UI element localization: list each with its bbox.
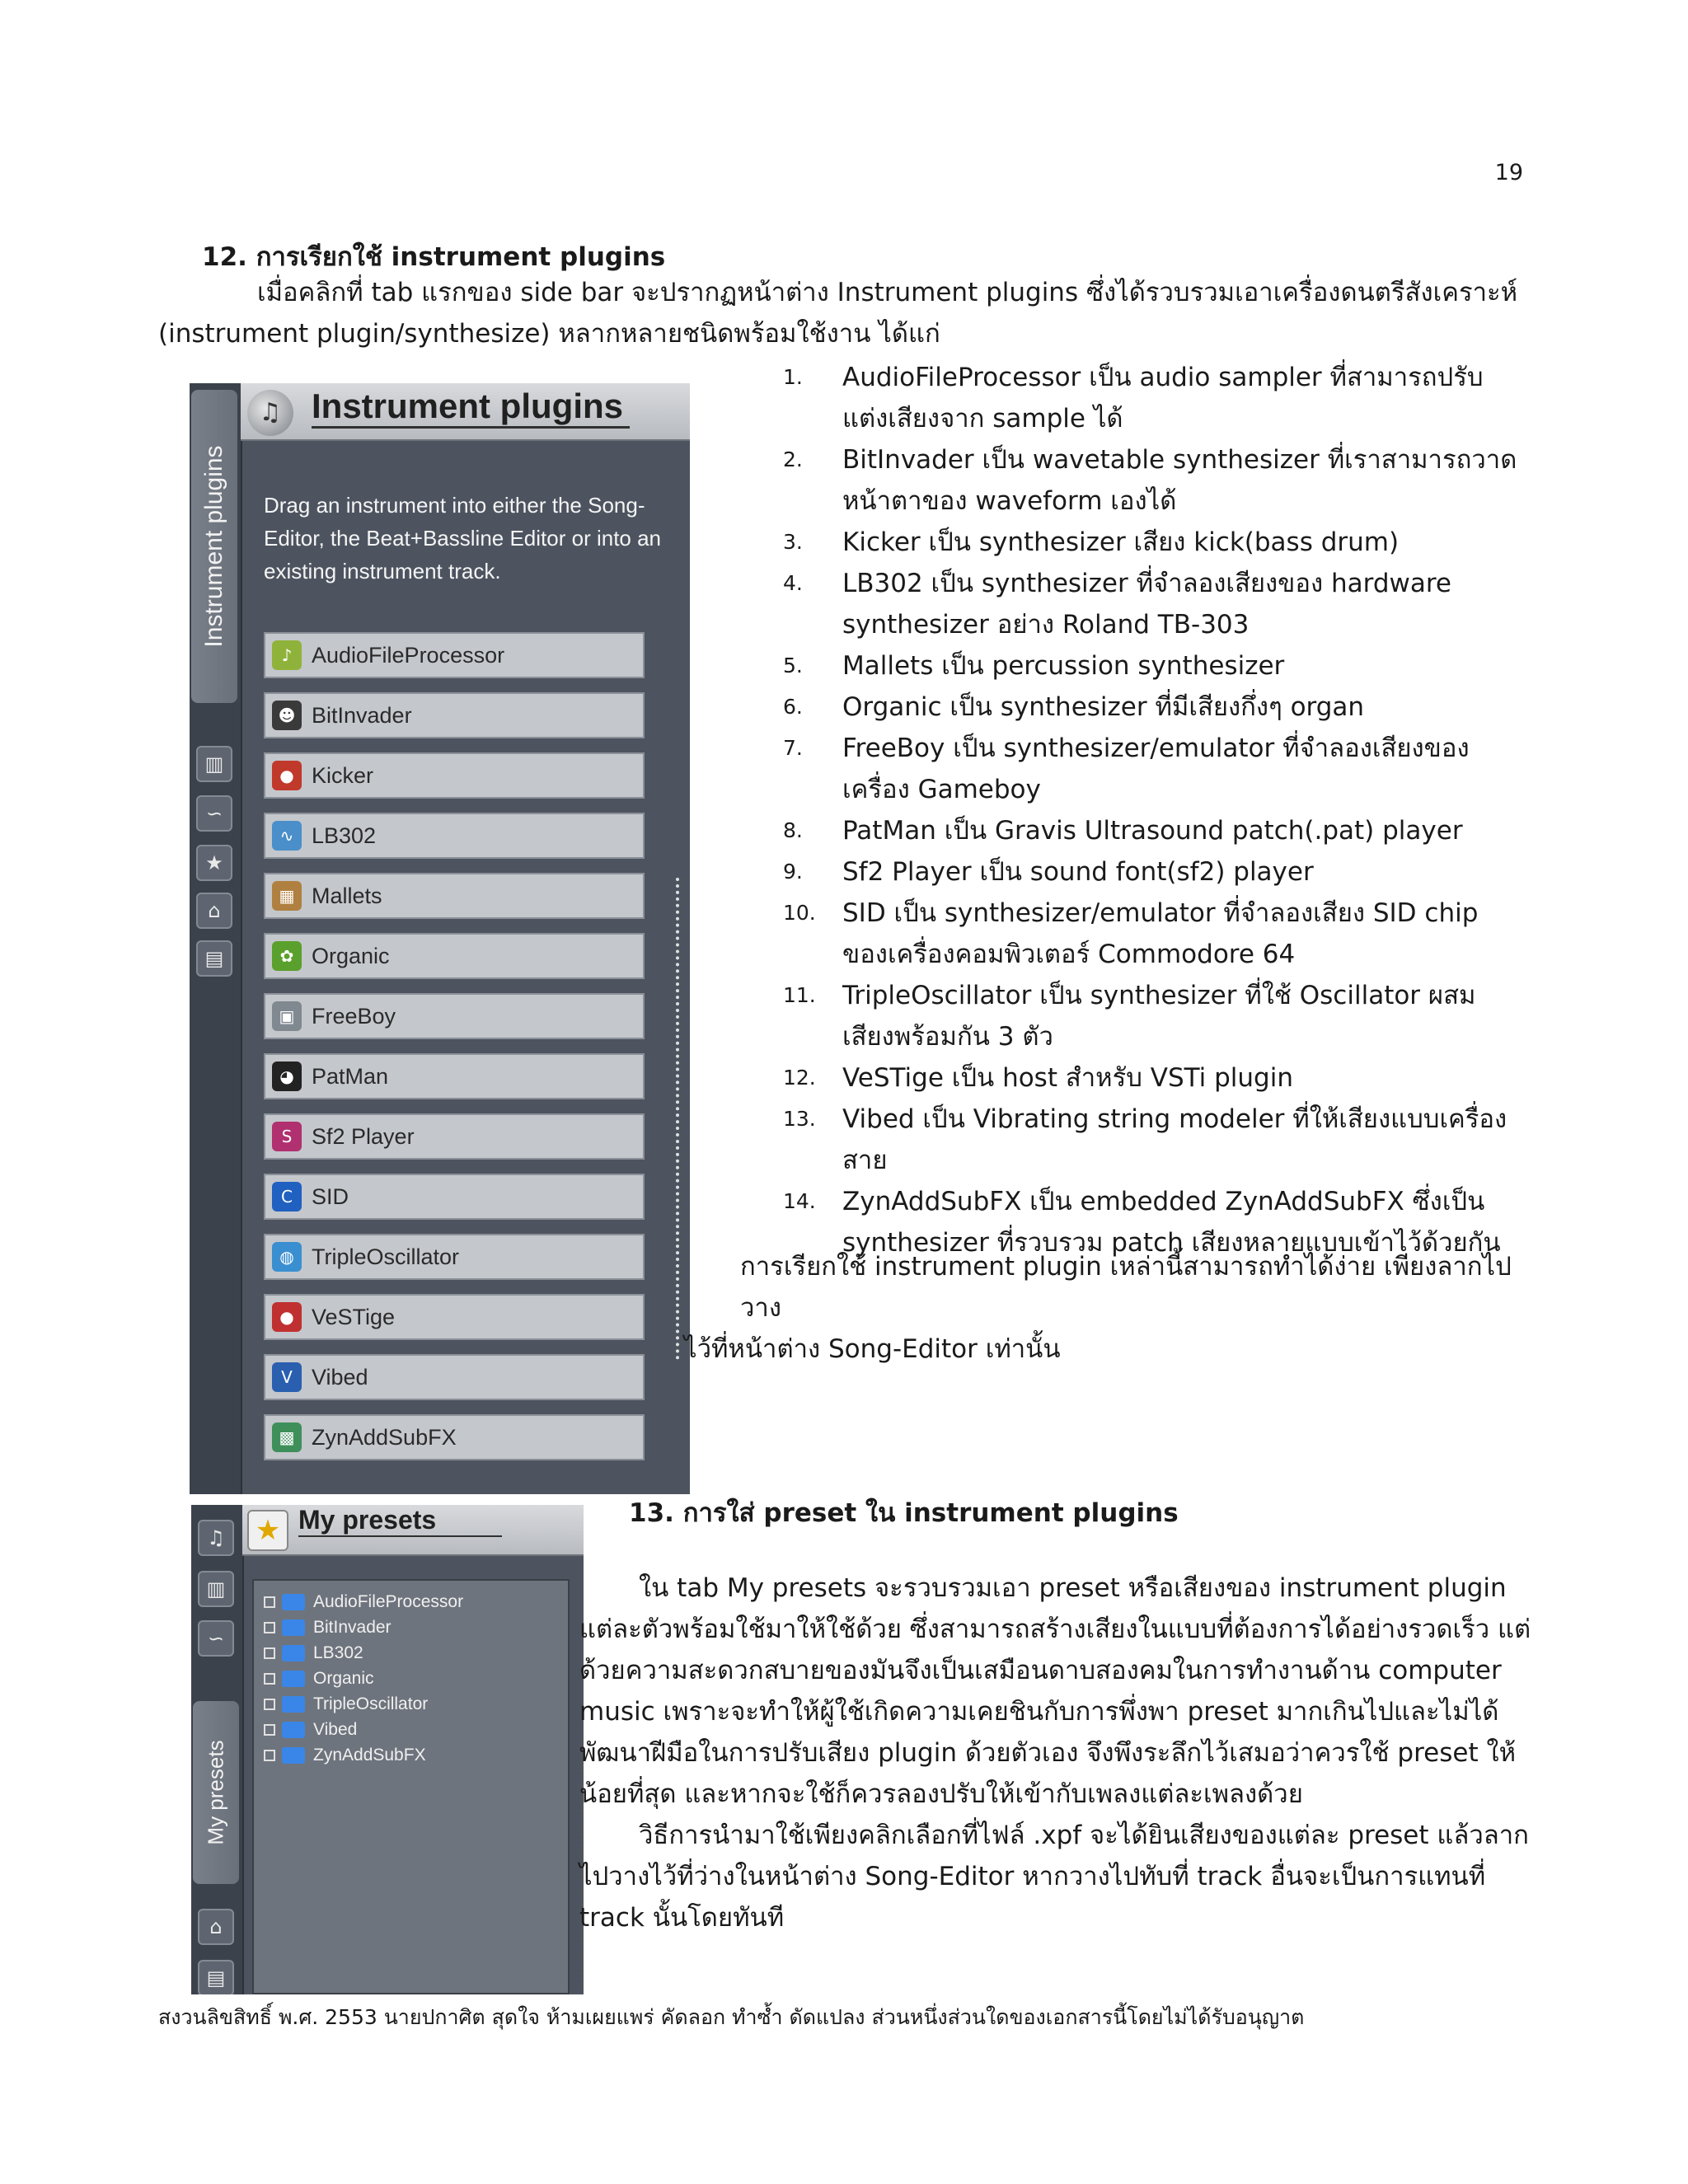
preset-folder-label: LB302 — [313, 1643, 363, 1662]
plugin-item[interactable] — [264, 632, 645, 678]
expand-icon[interactable] — [264, 1673, 275, 1685]
list-number: 11. — [783, 983, 816, 1007]
preset-folder[interactable] — [254, 1589, 568, 1615]
expand-icon[interactable] — [264, 1647, 275, 1659]
plugin-item-label: ZynAddSubFX — [312, 1424, 457, 1450]
gameboy-icon: ▣ — [272, 1001, 302, 1031]
panel-header — [242, 1505, 584, 1556]
section-12-usage — [684, 1246, 1541, 1370]
preset-folder-label: AudioFileProcessor — [313, 1591, 464, 1611]
plugin-description-item — [783, 522, 1525, 563]
preset-folder[interactable] — [254, 1640, 568, 1666]
preset-folder-label: BitInvader — [313, 1617, 392, 1637]
plugin-description-text: Organic เป็น synthesizer ที่มีเสียงกึ่งๆ organ — [842, 692, 1365, 722]
para1-line: ด้วยความสะดวกสบายของมันจึงเป็นเสมือนดาบสองคมในการทำงานด้าน computer — [579, 1656, 1502, 1685]
plugin-item[interactable] — [264, 993, 645, 1039]
plugin-description-text: PatMan เป็น Gravis Ultrasound patch(.pat) player — [842, 816, 1463, 846]
para1-line: พัฒนาฝีมือในการปรับเสียง plugin ด้วยตัวเอง จึงพึงระลึกไว้เสมอว่าควรใช้ preset ให้ — [579, 1738, 1517, 1768]
plugin-description-item — [783, 851, 1525, 893]
para1-line: น้อยที่สุด และหากจะใช้ก็ควรลองปรับให้เข้ากับเพลงแต่ละเพลงด้วย — [579, 1779, 1303, 1809]
panel-header — [241, 383, 690, 441]
plugin-item[interactable] — [264, 1053, 645, 1099]
list-number: 10. — [783, 901, 816, 925]
plugin-description-item — [783, 1057, 1525, 1099]
preset-folder-label: ZynAddSubFX — [313, 1745, 426, 1765]
sidebar-strip — [191, 1505, 244, 1994]
plugin-item[interactable] — [264, 1234, 645, 1280]
plugin-item-label: PatMan — [312, 1063, 389, 1089]
home-icon[interactable]: ⌂ — [198, 1909, 234, 1945]
section-13-heading: 13. การใส่ preset ใน instrument plugins — [629, 1498, 1179, 1528]
plugin-description-text: BitInvader เป็น wavetable synthesizer ที่เราสามารถวาดหน้าตาของ waveform เองได้ — [842, 445, 1517, 516]
page-number: 19 — [1494, 160, 1523, 185]
plugin-item-label: Mallets — [312, 883, 382, 908]
plugin-description-item — [783, 1099, 1525, 1181]
list-number: 13. — [783, 1107, 816, 1131]
plugin-item[interactable] — [264, 1294, 645, 1340]
plugin-tab-icon[interactable]: ♫ — [198, 1520, 234, 1556]
plugin-description-item — [783, 357, 1525, 439]
drum-icon: ● — [272, 761, 302, 790]
plugin-item-label: VeSTige — [312, 1304, 396, 1329]
expand-icon[interactable] — [264, 1622, 275, 1633]
section-12-intro — [158, 272, 1535, 354]
intro-line-1: เมื่อคลิกที่ tab แรกของ side bar จะปรากฏหน้าต่าง Instrument plugins ซึ่งได้รวบรวมเอาเครื่องดนตรีสังเคราะห์ — [257, 278, 1518, 307]
my-presets-panel — [191, 1505, 584, 1994]
usage-line-2: ไว้ที่หน้าต่าง Song-Editor เท่านั้น — [684, 1334, 1061, 1364]
list-number: 9. — [783, 860, 803, 883]
computer-icon[interactable]: ▤ — [196, 940, 232, 977]
list-number: 1. — [783, 365, 803, 389]
star-icon: ★ — [247, 1510, 288, 1551]
plugin-item-label: Sf2 Player — [312, 1123, 415, 1149]
folder-icon — [282, 1594, 305, 1610]
plugin-item[interactable] — [264, 933, 645, 979]
plugin-description-list — [783, 357, 1525, 1263]
list-number: 8. — [783, 818, 803, 842]
plugin-description-text: Mallets เป็น percussion synthesizer — [842, 651, 1285, 681]
intro-line-2: (instrument plugin/synthesize) หลากหลายชนิดพร้อมใช้งาน ได้แก่ — [158, 319, 940, 349]
preset-folder-label: Organic — [313, 1668, 374, 1688]
para1-line: ใน tab My presets จะรวบรวมเอา preset หรือเสียงของ instrument plugin — [639, 1573, 1507, 1603]
patman-icon: ◕ — [272, 1062, 302, 1091]
vibed-icon: V — [272, 1362, 302, 1392]
plugin-description-text: FreeBoy เป็น synthesizer/emulator ที่จำลองเสียงของเครื่อง Gameboy — [842, 733, 1470, 804]
tab-instrument-plugins[interactable] — [191, 390, 237, 703]
plugin-item-label: TripleOscillator — [312, 1244, 460, 1269]
scrollbar[interactable] — [676, 878, 682, 1360]
invader-icon: ☻ — [272, 701, 302, 730]
plugin-description-text: Sf2 Player เป็น sound font(sf2) player — [842, 857, 1314, 887]
plugin-description-text: SID เป็น synthesizer/emulator ที่จำลองเสียง SID chip ของเครื่องคอมพิวเตอร์ Commodore 64 — [842, 898, 1479, 969]
plugin-item[interactable] — [264, 752, 645, 799]
footer-copyright: สงวนลิขสิทธิ์ พ.ศ. 2553 นายปกาศิต สุดใจ ห้ามเผยแพร่ คัดลอก ทำซ้ำ ดัดแปลง ส่วนหนึ่งส่วนใดของเอกสารนี้โดยไม่ได้รับอนุญาต — [158, 2005, 1305, 2029]
expand-icon[interactable] — [264, 1750, 275, 1761]
list-number: 2. — [783, 448, 803, 471]
section-12-heading: 12. การเรียกใช้ instrument plugins — [202, 242, 666, 272]
preset-folder[interactable] — [254, 1615, 568, 1640]
plugin-description-text: LB302 เป็น synthesizer ที่จำลองเสียงของ hardware synthesizer อย่าง Roland TB-303 — [842, 569, 1451, 640]
folder-icon — [282, 1619, 305, 1636]
plugin-item[interactable] — [264, 1174, 645, 1220]
panel-title: Instrument plugins — [312, 387, 630, 429]
para2-line: วิธีการนำมาใช้เพียงคลิกเลือกที่ไฟล์ .xpf จะได้ยินเสียงของแต่ละ preset แล้วลาก — [639, 1821, 1529, 1850]
preset-folder[interactable] — [254, 1691, 568, 1717]
plugin-description-item — [783, 645, 1525, 687]
sidebar-strip — [190, 383, 242, 1494]
plugin-list — [264, 632, 645, 1474]
plugin-item[interactable] — [264, 692, 645, 738]
preset-folder-label: TripleOscillator — [313, 1694, 429, 1713]
plugin-description-item — [783, 893, 1525, 975]
para1-line: music เพราะจะทำให้ผู้ใช้เกิดความเคยชินกับการพึ่งพา preset มากเกินไปและไม่ได้ — [579, 1697, 1499, 1727]
vestige-icon: ● — [272, 1302, 302, 1332]
list-number: 7. — [783, 736, 803, 760]
plugin-item-label: SID — [312, 1183, 349, 1209]
note-icon: ♪ — [272, 640, 302, 670]
preset-folder[interactable] — [254, 1717, 568, 1742]
plugin-item[interactable] — [264, 1113, 645, 1160]
plugin-item-label: Kicker — [312, 762, 374, 788]
list-number: 14. — [783, 1189, 816, 1213]
plugin-description-text: Kicker เป็น synthesizer เสียง kick(bass drum) — [842, 527, 1400, 557]
para1-line: แต่ละตัวพร้อมใช้มาให้ใช้ด้วย ซึ่งสามารถสร้างเสียงในแบบที่ต้องการได้อย่างรวดเร็ว แต่ — [579, 1615, 1531, 1644]
presets-icon[interactable]: ★ — [196, 845, 232, 881]
tab-instrument-plugins-label: Instrument plugins — [200, 445, 227, 648]
panel-description: Drag an instrument into either the Song-Editor, the Beat+Bassline Editor or into an existing instrument track. — [264, 493, 662, 583]
plugin-description-item — [783, 728, 1525, 810]
panel-title: My presets — [298, 1505, 502, 1537]
list-number: 5. — [783, 654, 803, 677]
preset-folder-label: Vibed — [313, 1719, 358, 1739]
plugin-description-text: TripleOscillator เป็น synthesizer ที่ใช้ Oscillator ผสมเสียงพร้อมกัน 3 ตัว — [842, 981, 1476, 1052]
plugin-item[interactable] — [264, 1414, 645, 1460]
preset-folder[interactable] — [254, 1742, 568, 1768]
expand-icon[interactable] — [264, 1699, 275, 1710]
computer-icon[interactable]: ▤ — [198, 1960, 234, 1994]
organic-icon: ✿ — [272, 941, 302, 971]
plugin-item-label: Organic — [312, 943, 390, 968]
plugin-description-item — [783, 439, 1525, 522]
plugin-description-text: Vibed เป็น Vibrating string modeler ที่ให้เสียงแบบเครื่องสาย — [842, 1104, 1507, 1175]
plugin-item-label: Vibed — [312, 1364, 368, 1390]
sid-icon: C — [272, 1182, 302, 1212]
plugin-description-item — [783, 810, 1525, 851]
folder-icon — [282, 1671, 305, 1687]
oscillator-icon: ◍ — [272, 1242, 302, 1272]
samples-icon[interactable]: ∽ — [196, 795, 232, 832]
list-number: 12. — [783, 1066, 816, 1090]
plugin-item-label: FreeBoy — [312, 1003, 396, 1029]
folder-icon — [282, 1747, 305, 1764]
plugin-item[interactable] — [264, 1354, 645, 1400]
section-13-body — [579, 1568, 1544, 1938]
lb302-icon: ∿ — [272, 821, 302, 851]
plugin-item-label: BitInvader — [312, 702, 412, 728]
folder-icon — [282, 1696, 305, 1713]
folder-icon — [282, 1645, 305, 1661]
sf2-icon: S — [272, 1122, 302, 1151]
zyn-icon: ▩ — [272, 1422, 302, 1452]
plugin-description-item — [783, 687, 1525, 728]
list-number: 3. — [783, 530, 803, 554]
project-icon[interactable]: ▥ — [196, 746, 232, 782]
plugin-description-text: AudioFileProcessor เป็น audio sampler ที่สามารถปรับแต่งเสียงจาก sample ได้ — [842, 363, 1484, 434]
tab-my-presets[interactable] — [193, 1701, 239, 1884]
preset-tree — [252, 1579, 570, 1994]
instrument-plugins-header-icon: ♫ — [247, 390, 293, 436]
list-number: 4. — [783, 571, 803, 595]
plugin-item-label: AudioFileProcessor — [312, 642, 505, 668]
plugin-description-item — [783, 975, 1525, 1057]
plugin-description-item — [783, 563, 1525, 645]
plugin-item[interactable] — [264, 873, 645, 919]
preset-folder[interactable] — [254, 1666, 568, 1691]
plugin-description-text: VeSTige เป็น host สำหรับ VSTi plugin — [842, 1063, 1293, 1093]
tab-my-presets-label: My presets — [203, 1740, 228, 1845]
plugin-description-text: ZynAddSubFX เป็น embedded ZynAddSubFX ซึ่งเป็น synthesizer ที่รวบรวม patch เสียงหลายแบบเข้าไว้ด้วยกัน — [842, 1187, 1501, 1258]
expand-icon[interactable] — [264, 1724, 275, 1736]
usage-line-1: การเรียกใช้ instrument plugin เหล่านี้สามารถทำได้ง่าย เพียงลากไปวาง — [740, 1252, 1512, 1323]
plugin-item-label: LB302 — [312, 823, 377, 848]
para2-line: track นั้นโดยทันที — [579, 1903, 785, 1933]
expand-icon[interactable] — [264, 1596, 275, 1608]
mallets-icon: ▦ — [272, 881, 302, 911]
plugin-item[interactable] — [264, 813, 645, 859]
folder-icon — [282, 1722, 305, 1738]
list-number: 6. — [783, 695, 803, 719]
instrument-plugins-panel — [190, 383, 690, 1494]
home-icon[interactable]: ⌂ — [196, 893, 232, 929]
para2-line: ไปวางไว้ที่ว่างในหน้าต่าง Song-Editor หากวางไปทับที่ track อื่นจะเป็นการแทนที่ — [579, 1862, 1486, 1891]
project-icon[interactable]: ▥ — [198, 1571, 234, 1607]
samples-icon[interactable]: ∽ — [198, 1620, 234, 1657]
